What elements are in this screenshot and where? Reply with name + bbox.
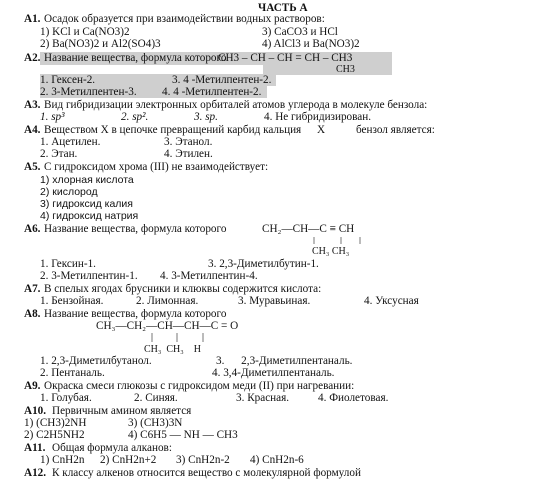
a7-option-1: 1. Бензойная. [40, 295, 104, 307]
a2-option-2: 2. 3-Метилпентен-3. [40, 86, 137, 98]
a7-option-2: 2. Лимонная. [136, 295, 199, 307]
a6-number: А6. [24, 223, 41, 235]
a11-option-2: 2) CnH2n+2 [100, 454, 157, 466]
a1-question: Осадок образуется при взаимодействии водных растворов: [44, 13, 325, 25]
a9-question: Окраска смеси глюкозы с гидроксидом меди (II) при нагревании: [44, 380, 355, 392]
a9-option-3: 3. Красная. [236, 392, 290, 404]
a12-number: А12. [24, 467, 47, 479]
page-title: ЧАСТЬ А [258, 2, 308, 14]
a4-option-3: 3. Этанол. [164, 136, 213, 148]
a7-option-4: 4. Уксусная [364, 295, 419, 307]
a4-x-symbol: X [317, 124, 326, 136]
a2-option-4: 4. 4 -Метилпентен-2. [162, 86, 262, 98]
a5-option-2: 2) кислород [40, 186, 98, 198]
a12-question: К классу алкенов относится вещество с молекулярной формулой [52, 467, 361, 479]
a4-question: Веществом Х в цепочке превращений карбид кальция [44, 124, 302, 136]
a8-question: Название вещества, формула которого [44, 308, 227, 320]
a9-option-1: 1. Голубая. [40, 392, 92, 404]
a7-question: В спелых ягодах брусники и клюквы содержится кислота: [44, 283, 322, 295]
a6-formula: CH₂—CH—C ≡ CH [262, 223, 355, 235]
a3-option-3: 3. sp. [194, 111, 218, 123]
a11-question: Общая формула алканов: [52, 442, 172, 454]
a4-option-4: 4. Этилен. [164, 148, 213, 160]
a1-option-1: 1) KCl и Ca(NO3)2 [40, 26, 130, 38]
a2-option-1: 1. Гексен-2. [40, 74, 96, 86]
a11-option-1: 1) CnH2n [40, 454, 85, 466]
a9-option-2: 2. Синяя. [134, 392, 178, 404]
a11-number: А11. [24, 442, 46, 454]
a4-option-1: 1. Ацетилен. [40, 136, 101, 148]
a10-question: Первичным амином является [52, 405, 192, 417]
a7-number: А7. [24, 283, 41, 295]
a1-option-2: 2) Ba(NO3)2 и Al2(SO4)3 [40, 38, 161, 50]
a11-option-4: 4) CnH2n-6 [250, 454, 304, 466]
a8-formula-branches: CH₃ CH₃ H [144, 344, 201, 355]
a2-formula-branch: CH3 [336, 64, 355, 75]
a5-option-3: 3) гидроксид калия [40, 198, 133, 210]
a3-option-1: 1. sp³ [40, 111, 65, 123]
a10-number: А10. [24, 405, 47, 417]
a3-option-2: 2. sp². [121, 111, 149, 123]
a2-number: А2. [24, 52, 41, 64]
a8-option-4: 4. 3,4-Диметилпентаналь. [212, 367, 335, 379]
a6-option-2: 2. 3-Метилпентин-1. [40, 270, 138, 282]
a3-question: Вид гибридизации электронных орбиталей атомов углерода в молекуле бензола: [44, 99, 428, 111]
a8-number: А8. [24, 308, 41, 320]
a3-number: А3. [24, 99, 41, 111]
a5-question: С гидроксидом хрома (III) не взаимодействует: [44, 161, 269, 173]
a3-option-4: 4. Не гибридизирован. [264, 111, 372, 123]
a9-number: А9. [24, 380, 41, 392]
a6-option-3: 3. 2,3-Диметилбутин-1. [208, 258, 319, 270]
a8-option-3: 3. 2,3-Диметилпентаналь. [216, 355, 353, 367]
a5-number: А5. [24, 161, 41, 173]
a1-option-4: 4) AlCl3 и Ba(NO3)2 [262, 38, 360, 50]
a6-question: Название вещества, формула которого [44, 223, 227, 235]
a4-option-2: 2. Этан. [40, 148, 78, 160]
a4-question-end: бензол является: [356, 124, 435, 136]
a10-option-2: 2) C2H5NH2 [24, 429, 85, 441]
a8-option-1: 1. 2,3-Диметилбутанол. [40, 355, 152, 367]
a6-formula-branches: CH₃ CH₃ [312, 246, 350, 257]
a2-formula: CH3 – CH – CH = CH – CH3 [218, 52, 353, 64]
a10-option-1: 1) (CH3)2NH [24, 417, 87, 429]
a10-option-3: 3) (CH3)3N [128, 417, 183, 429]
a4-number: А4. [24, 124, 41, 136]
a2-question: Название вещества, формула которого [44, 52, 227, 64]
a5-option-1: 1) хлорная кислота [40, 174, 134, 186]
a10-option-4: 4) C6H5 — NH — CH3 [128, 429, 238, 441]
a1-number: А1. [24, 13, 41, 25]
a8-option-2: 2. Пентаналь. [40, 367, 105, 379]
a6-option-4: 4. 3-Метилпентин-4. [160, 270, 258, 282]
a6-option-1: 1. Гексин-1. [40, 258, 96, 270]
a9-option-4: 4. Фиолетовая. [318, 392, 389, 404]
a5-option-4: 4) гидроксид натрия [40, 210, 139, 222]
a8-formula: CH₃—CH₂—CH—CH—C = O [96, 320, 239, 332]
a7-option-3: 3. Муравьиная. [238, 295, 311, 307]
a2-option-3: 3. 4 -Метилпентен-2. [172, 74, 272, 86]
a1-option-3: 3) CaCO3 и HCl [262, 26, 338, 38]
a11-option-3: 3) CnH2n-2 [176, 454, 230, 466]
